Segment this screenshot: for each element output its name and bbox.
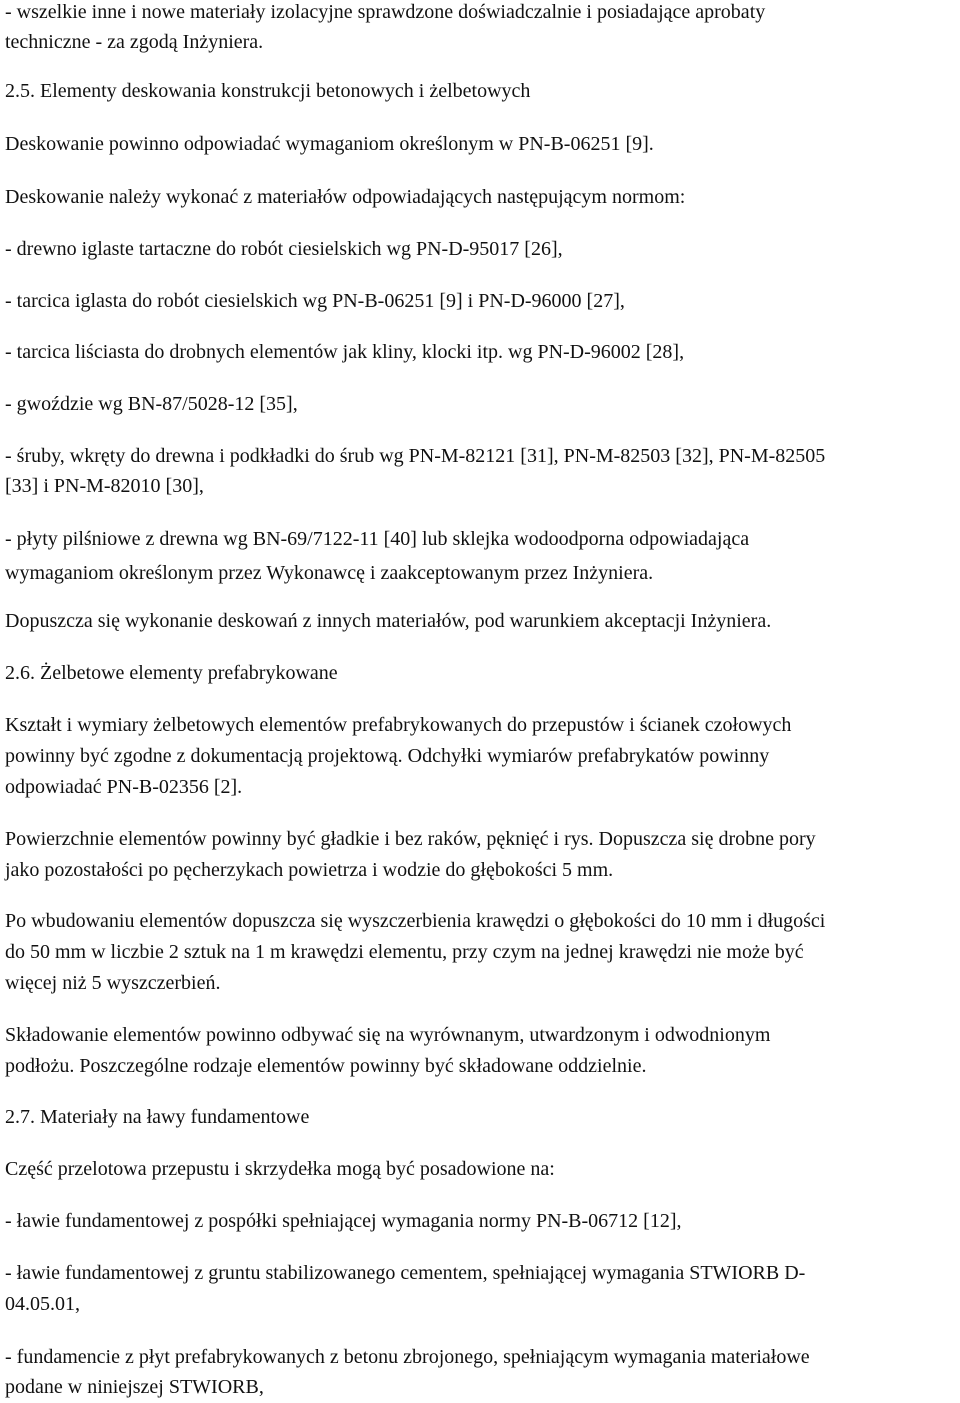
list-item-continuation: podane w niniejszej STWIORB, — [5, 1376, 264, 1398]
text-line: Powierzchnie elementów powinny być gładkie i bez raków, pęknięć i rys. Dopuszcza się drobne pory — [5, 828, 816, 850]
list-item: - fundamencie z płyt prefabrykowanych z betonu zbrojonego, spełniającym wymagania materiałowe — [5, 1346, 810, 1368]
list-item: - płyty pilśniowe z drewna wg BN-69/7122-11 [40] lub sklejka wodoodporna odpowiadająca — [5, 528, 750, 550]
list-item: - tarcica iglasta do robót ciesielskich wg PN-B-06251 [9] i PN-D-96000 [27], — [5, 290, 625, 312]
text-line: - wszelkie inne i nowe materiały izolacyjne sprawdzone doświadczalnie i posiadające aprobaty — [5, 1, 766, 23]
text-line: podłożu. Poszczególne rodzaje elementów powinny być składowane oddzielnie. — [5, 1055, 647, 1077]
section-heading: 2.7. Materiały na ławy fundamentowe — [5, 1106, 310, 1128]
text-line: Część przelotowa przepustu i skrzydełka mogą być posadowione na: — [5, 1158, 555, 1180]
list-item-continuation: 04.05.01, — [5, 1293, 80, 1315]
section-heading: 2.6. Żelbetowe elementy prefabrykowane — [5, 662, 338, 684]
list-item-continuation: wymaganiom określonym przez Wykonawcę i zaakceptowanym przez Inżyniera. — [5, 562, 654, 584]
list-item: - drewno iglaste tartaczne do robót ciesielskich wg PN-D-95017 [26], — [5, 238, 563, 260]
text-line: powinny być zgodne z dokumentacją projektową. Odchyłki wymiarów prefabrykatów powinny — [5, 745, 770, 767]
text-line: Deskowanie powinno odpowiadać wymaganiom określonym w PN-B-06251 [9]. — [5, 133, 654, 155]
text-line: więcej niż 5 wyszczerbień. — [5, 972, 221, 994]
text-line: odpowiadać PN-B-02356 [2]. — [5, 776, 243, 798]
text-line: Deskowanie należy wykonać z materiałów odpowiadających następującym normom: — [5, 186, 686, 208]
text-line: techniczne - za zgodą Inżyniera. — [5, 31, 264, 53]
list-item: - śruby, wkręty do drewna i podkładki do śrub wg PN-M-82121 [31], PN-M-82503 [32], PN-M-82505 — [5, 445, 826, 467]
text-line: Po wbudowaniu elementów dopuszcza się wyszczerbienia krawędzi o głębokości do 10 mm i długości — [5, 910, 826, 932]
text-line: jako pozostałości po pęcherzykach powietrza i wodzie do głębokości 5 mm. — [5, 859, 614, 881]
list-item: - gwoździe wg BN-87/5028-12 [35], — [5, 393, 298, 415]
list-item: - ławie fundamentowej z pospółki spełniającej wymagania normy PN-B-06712 [12], — [5, 1210, 682, 1232]
list-item-continuation: [33] i PN-M-82010 [30], — [5, 475, 204, 497]
text-line: Składowanie elementów powinno odbywać się na wyrównanym, utwardzonym i odwodnionym — [5, 1024, 771, 1046]
text-line: do 50 mm w liczbie 2 sztuk na 1 m krawędzi elementu, przy czym na jednej krawędzi nie może być — [5, 941, 804, 963]
text-line: Kształt i wymiary żelbetowych elementów prefabrykowanych do przepustów i ścianek czołowych — [5, 714, 792, 736]
text-line: Dopuszcza się wykonanie deskowań z innych materiałów, pod warunkiem akceptacji Inżyniera. — [5, 610, 772, 632]
list-item: - ławie fundamentowej z gruntu stabilizowanego cementem, spełniającej wymagania STWIORB D- — [5, 1262, 806, 1284]
section-heading: 2.5. Elementy deskowania konstrukcji betonowych i żelbetowych — [5, 80, 531, 102]
list-item: - tarcica liściasta do drobnych elementów jak kliny, klocki itp. wg PN-D-96002 [28], — [5, 341, 685, 363]
